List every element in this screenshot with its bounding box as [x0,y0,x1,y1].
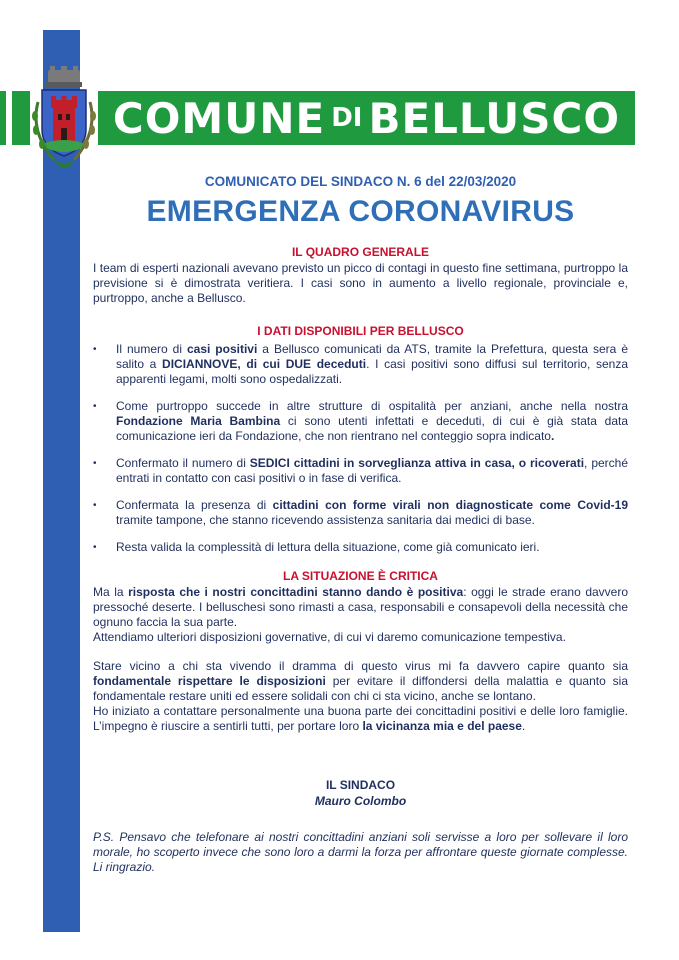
section-heading-quadro: IL QUADRO GENERALE [291,245,430,259]
communique-title: EMERGENZA CORONAVIRUS [146,195,575,228]
banner-word-bellusco: BELLUSCO [368,93,621,143]
list-item: • Confermato il numero di SEDICI cittadini in sorveglianza attiva in casa, o ricoverati, perché entrati in contatto con casi positivi o in fase di verifica. [93,456,629,485]
banner-word-comune: COMUNE [112,93,326,143]
municipality-banner [98,91,635,145]
bullet-icon: • [93,542,97,553]
bullet-icon: • [93,344,97,355]
list-item: • Confermata la presenza di cittadini con forme virali non diagnosticate come Covid-19 tramite tampone, che stanno ricevendo assistenza sanitaria dai medici di base. [93,498,629,527]
banner-word-di: DI [331,103,363,133]
paragraph-critica-4: Ho iniziato a contattare personalmente una buona parte dei concittadini positivi e delle loro famiglie. L’impegno è riuscire a sentirli tutti, per portare loro la vicinanza mia e del paese. [93,704,628,733]
coat-of-arms-icon [28,66,100,170]
paragraph-critica-1: Ma la risposta che i nostri concittadini stanno dando è positiva: oggi le strade erano davvero pressoché deserte. I belluschesi sono rimasti a casa, responsabili e consapevoli della necessità che ognuno faccia la sua parte. [93,585,629,629]
green-left-stripe [0,91,30,145]
paragraph-quadro: I team di esperti nazionali avevano previsto un picco di contagi in questo fine settimana, purtroppo la previsione si è dimostrata veritiera. I casi sono in aumento a livello regionale, provinciale e, purtroppo, anche a Bellusco. [93,261,628,305]
bullet-icon: • [93,401,97,412]
document-body [93,174,628,875]
section-heading-dati: I DATI DISPONIBILI PER BELLUSCO [257,324,464,338]
bullet-icon: • [93,500,97,511]
signature-name: Mauro Colombo [314,794,407,808]
postscript: P.S. Pensavo che telefonare ai nostri concittadini anziani soli servisse a loro per sollevare il loro morale, ho scoperto invece che sono loro a darmi la forza per affrontare queste giornate complesse. Li ringrazio. [93,830,628,874]
data-bullet-list [93,342,628,555]
list-item: • Come purtroppo succede in altre strutture di ospitalità per anziani, anche nella nostra Fondazione Maria Bambina ci sono utenti infettati e deceduti, di cui è già stata data comunicazione ieri da Fondazione, che non rientrano nel conteggio sopra indicato. [93,399,628,443]
list-item: • Resta valida la complessità di lettura della situazione, come già comunicato ieri. [93,540,540,554]
paragraph-critica-3: Stare vicino a chi sta vivendo il dramma di questo virus mi fa davvero capire quanto sia fondamentale rispettare le disposizioni per evitare il diffondersi della malattia e quanto sia fondamentale restare uniti ed essere solidali con chi ci sta vicino, anche se lontano. [93,659,629,703]
section-heading-critica: LA SITUAZIONE È CRITICA [283,569,438,583]
bullet-icon: • [93,458,97,469]
paragraph-critica-2: Attendiamo ulteriori disposizioni governative, di cui vi daremo comunicazione tempestiva. [93,630,566,644]
list-item: • Il numero di casi positivi a Bellusco comunicati da ATS, tramite la Prefettura, questa sera è salito a DICIANNOVE, di cui DUE deceduti. I casi positivi sono diffusi sul territorio, senza apparenti legami, molti sono ospedalizzati. [93,342,628,386]
signature-role: IL SINDACO [325,778,396,792]
communique-subtitle: COMUNICATO DEL SINDACO N. 6 del 22/03/2020 [204,174,517,189]
municipality-name [98,91,635,145]
